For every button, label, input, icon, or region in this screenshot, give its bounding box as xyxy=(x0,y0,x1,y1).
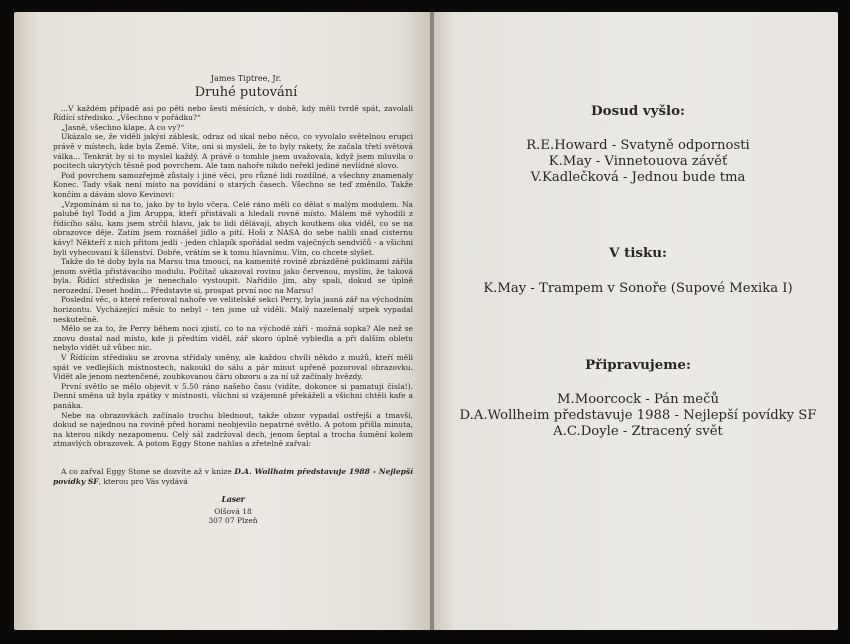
published-item: R.E.Howard - Svatyně odpornosti xyxy=(526,138,750,153)
publisher-city: 307 07 Plzeň xyxy=(208,516,258,526)
in-print-item: K.May - Trampem v Sonoře (Supové Mexika I) xyxy=(483,281,793,296)
story-paragraph: Pod povrchem samozřejmě zůstaly i jiné věci, pro různé lidi rozdílné, a všechny znamenaly Konec. Tady však není místo na povídání o starých časech. Všechno se teď změnilo. Takže končím a dávám slovo Kevinovi: xyxy=(53,170,413,199)
credit-book-title: D.A. Wollhaim představuje 1988 - Nejlepší povídky SF xyxy=(53,466,413,486)
story-paragraph: „Vzpomínám si na to, jako by to bylo včera. Celé ráno měli co dělat s malým modulem. Na palubě byl Todd a Jim Aruppa, kteří přistávali a hledali rovné místo. Málem mě vyhodili z řídícího sálu, kam jsem strčil hlavu, jak to lidi dělávají, abych koutkem oka viděl, co se na obrazovce děje. Zatím jsem roznášel jídlo a pití. Hoši z NASA do sebe nalili snad cisternu kávy! Někteří z nich přitom jedli - jeden chlapík spořádal sedm vaječných sendvičů - a všichni byli vyhecovaní k šílenství. Dobře, vrátím se k tomu hlavnímu. Vím, co chcete slyšet. xyxy=(53,199,413,257)
story-excerpt xyxy=(53,74,413,526)
in-print-heading: V tisku: xyxy=(609,245,667,261)
book-credit xyxy=(53,467,413,487)
published-list xyxy=(440,138,836,186)
publisher-block xyxy=(53,495,413,526)
published-section xyxy=(440,103,836,119)
story-paragraph: ...V každém případě asi po pěti nebo šesti měsících, v době, kdy měli tvrdě spát, zavolali Řídící středisko. „Všechno v pořádku?“ xyxy=(53,103,413,123)
upcoming-item: A.C.Doyle - Ztracený svět xyxy=(553,424,723,439)
story-author: James Tiptree, Jr. xyxy=(210,74,282,83)
published-heading: Dosud vyšlo: xyxy=(591,103,685,119)
upcoming-item: D.A.Wollheim představuje 1988 - Nejlepší povídky SF xyxy=(459,408,817,423)
publisher-street: Olšová 18 xyxy=(214,506,252,516)
published-item: V.Kadlečková - Jednou bude tma xyxy=(530,170,746,185)
story-paragraph: První světlo se mělo objevit v 5.50 ráno našeho času (vidíte, dokonce si pamatuji čísla!). Denní směna už byla zpátky v místnosti, všichni si vzájemně překáželi a všichni chtěli kafe a panáka. xyxy=(53,381,413,410)
in-print-list xyxy=(440,281,836,297)
story-paragraph: V Řídícím středisku se zrovna střídaly směny, ale každou chvíli někdo z mužů, kteří měli spát ve vedlejších místnostech, nakoukl do sálu a pár minut upřeně pozoroval obrazovku. Vidět ale jenom neztenčené, zoubkovanou čáru obzoru a za ní už začínaly hvězdy. xyxy=(53,353,413,382)
credit-prefix: A co zařval Eggy Stone se dozvíte až v knize xyxy=(61,466,235,476)
story-paragraph: Nebe na obrazovkách začínalo trochu blednout, takže obzor vypadal ostřejší a tmavší, dokud se najednou na rovině před horami neobjevilo nepatrné světlo. A potom přišla minuta, na kterou nikdy nezapomenu. Celý sál zadržoval dech, jenom šeptal a trocha šumění kolem ztmavlých obrazovek. A potom Eggy Stone nahlas a zřetelně zařval: xyxy=(53,410,413,449)
story-paragraph: Mělo se za to, že Perry během noci zjistí, co to na východě září - možná sopka? Ale než se znovu dostal nad místo, kde ji předtím viděl, zář skoro úplně vybledla a při dalším obletu nebylo vidět už vůbec nic. xyxy=(53,324,413,353)
publisher-logo: Laser xyxy=(221,493,245,504)
story-title: Druhé putování xyxy=(194,84,298,100)
upcoming-list xyxy=(440,392,836,440)
story-paragraph: Poslední věc, o které referoval nahoře ve velitelské sekci Perry, byla jasná zář na východním horizontu. Vycházející měsíc to nebyl - ten jsme už viděli. Malý nazelenalý srpek vypadal neskutečně. xyxy=(53,295,413,324)
upcoming-heading: Připravujeme: xyxy=(585,357,691,373)
credit-suffix: , kterou pro Vás vydává xyxy=(98,476,188,486)
story-paragraph: „Jasně, všechno klape. A co vy?“ xyxy=(61,122,185,132)
story-paragraph: Takže do té doby byla na Marsu tma tmoucí, na kamenité rovině zbrázděné puklinami zářila jenom světla přistávacího modulu. Počítač ukazoval rovinu jako červenou, myslím, že taková byla. Řídící středisko je nenechalo vystoupit. Nařídilo jim, aby spali, dokud se úplně nerozední. Deset hodin... Představte si, prospat první noc na Marsu! xyxy=(53,257,413,295)
published-item: K.May - Vinnetouova závěť xyxy=(548,154,728,169)
upcoming-section xyxy=(440,357,836,373)
story-paragraph: Ukázalo se, že viděli jakýsi záblesk, odraz od skal nebo něco, co vyvolalo světelnou erupci právě v místech, kde byla Země. Víte, oni si mysleli, že to byly rakety, že začala třetí světová válka... Tenkrát by si to myslel každý. A právě o tomhle jsem uvažovala, když jsem mluvila o pocitech ukrytých těsně pod povrchem. Ale tam nahoře nikdo neřekl jediné nevlídné slovo. xyxy=(53,132,413,171)
upcoming-item: M.Moorcock - Pán mečů xyxy=(557,392,719,407)
in-print-section xyxy=(440,245,836,261)
book-spine xyxy=(430,12,434,630)
